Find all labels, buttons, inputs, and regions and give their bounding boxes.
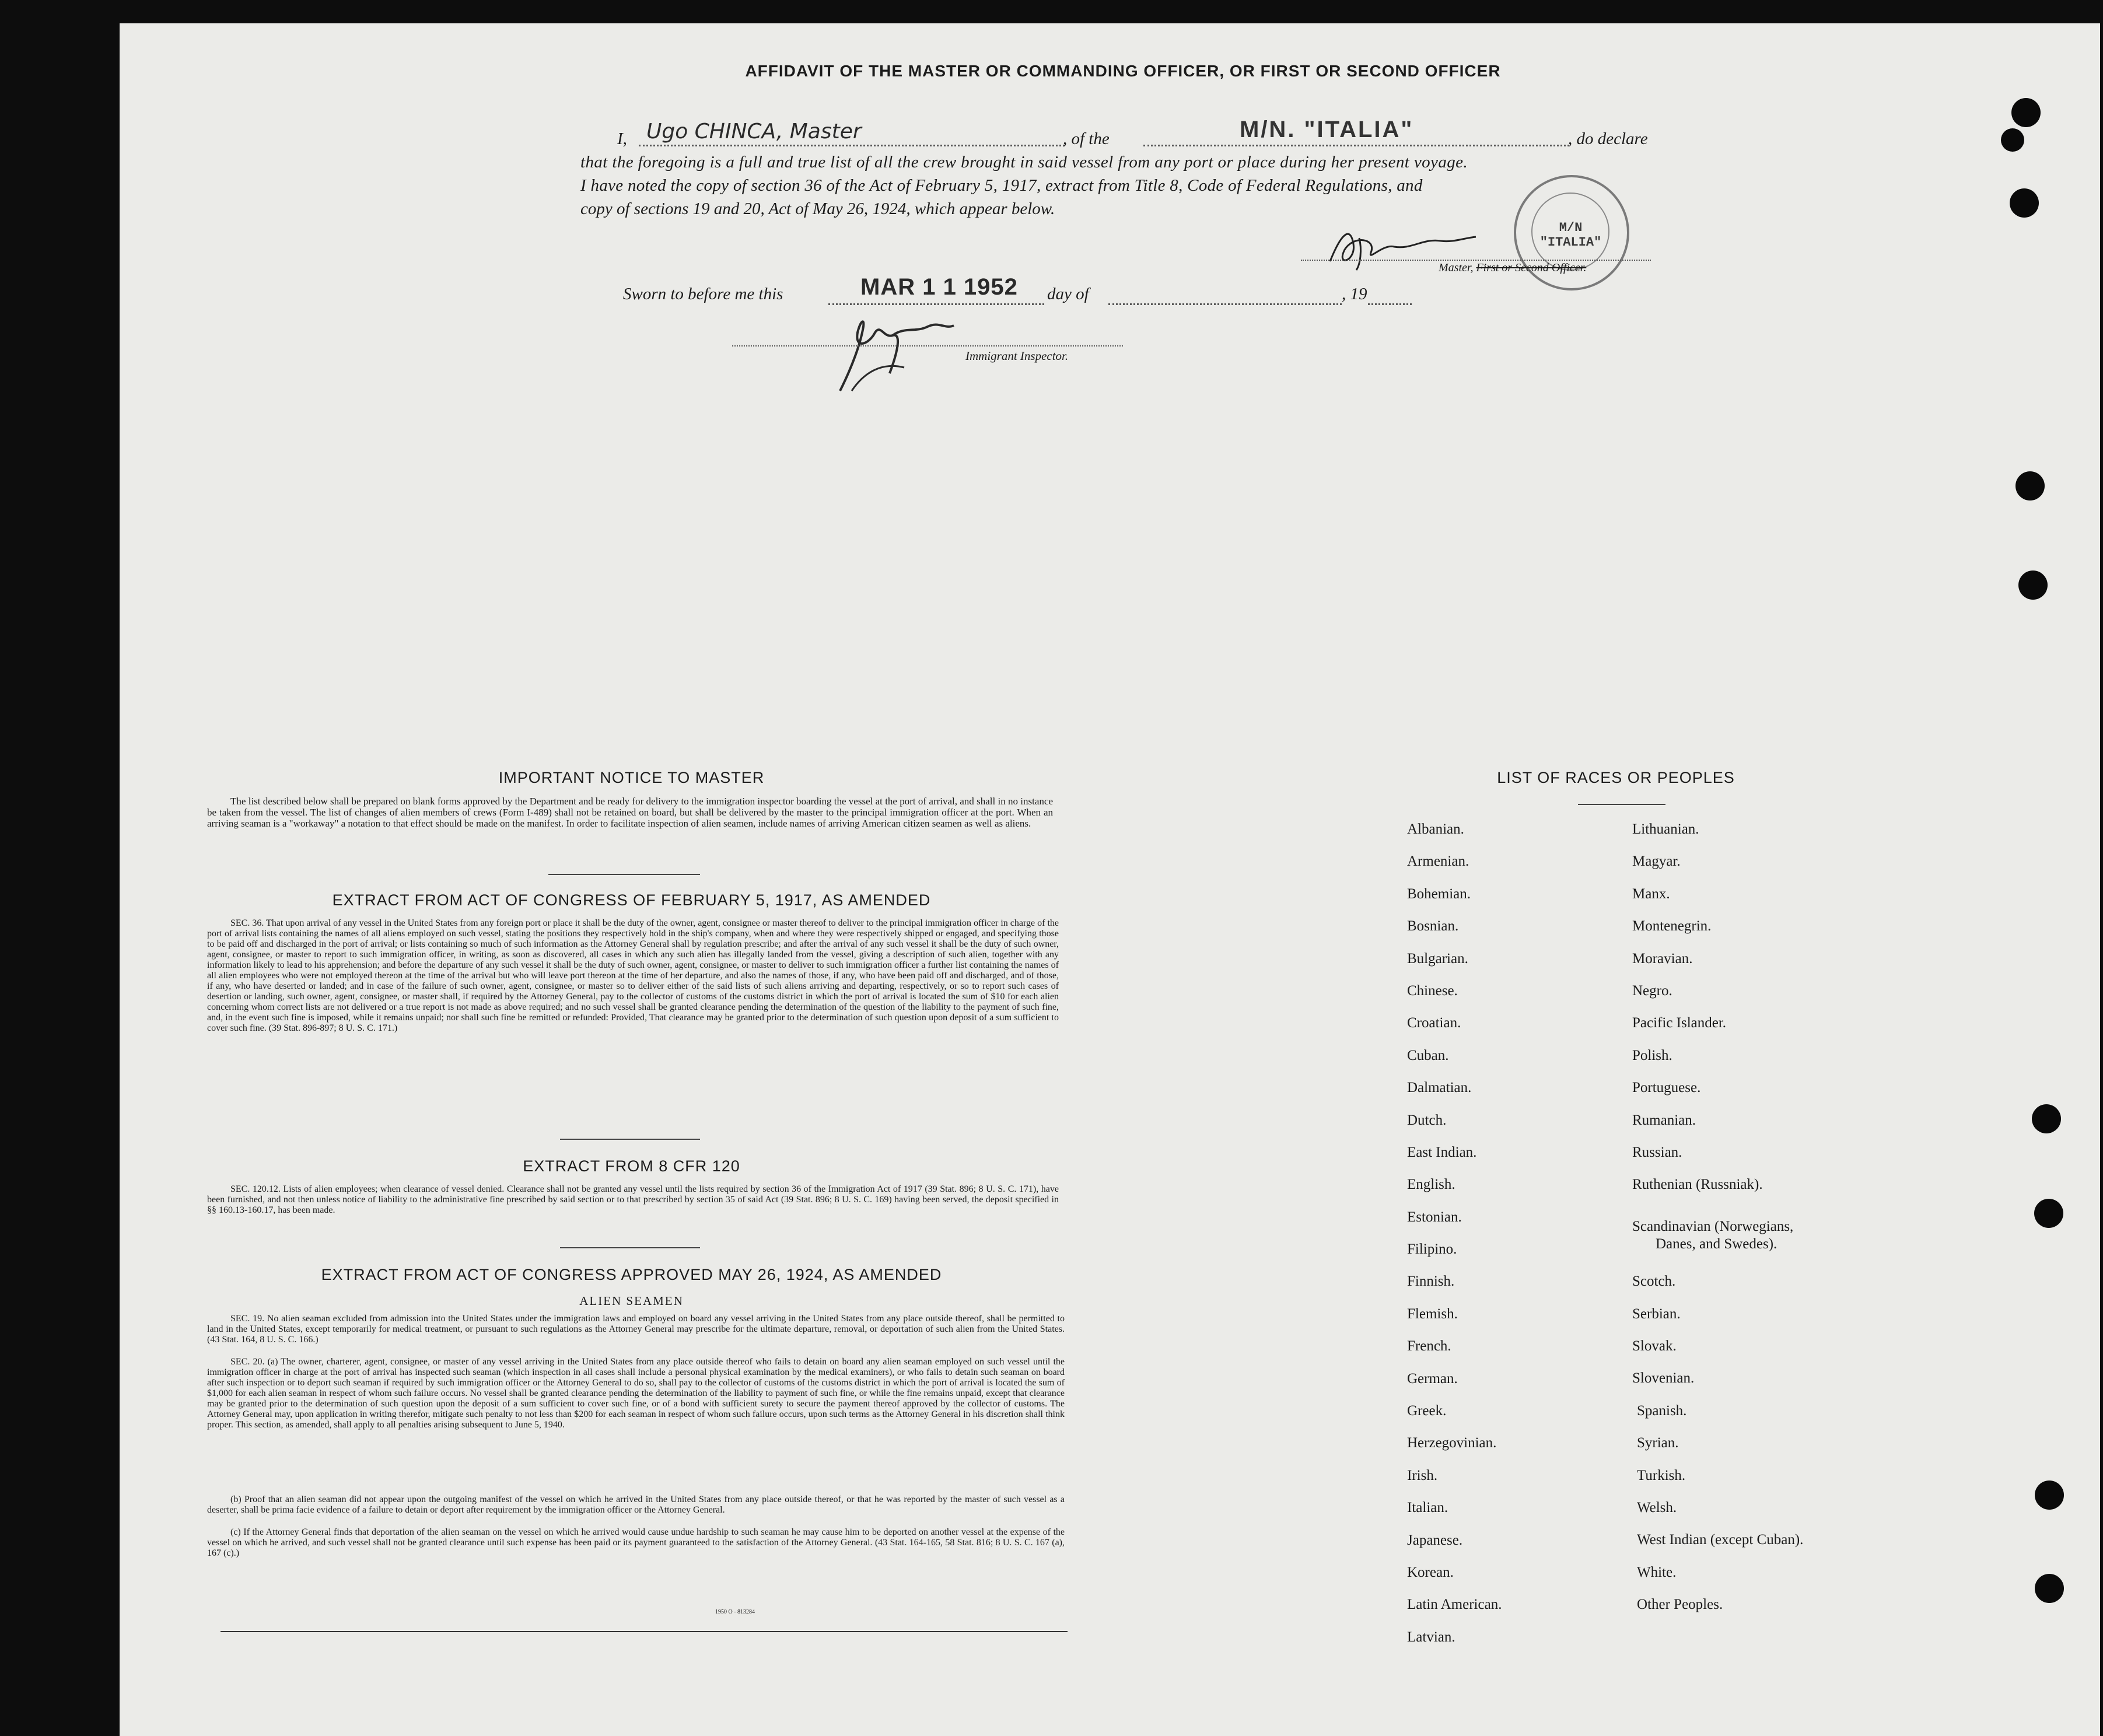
punch-hole	[2035, 1480, 2064, 1510]
punch-hole	[2011, 98, 2041, 127]
punch-hole	[2034, 1199, 2063, 1228]
extract-1917-body: SEC. 36. That upon arrival of any vessel in the United States from any foreign port or place it shall be the duty of the owner, agent, consignee or master thereof to deliver to the principal immigration officer in charge of the port of arrival lists containing the names of all aliens employed on such vessel, stating the positions they respectively hold in the ship's company, when and where they were respectively shipped or engaged, and specifying those to be paid off and discharged in the port of arrival; or lists containing so much of such information as the Attorney General shall by regulation prescribe; and after the arrival of any such vessel it shall be the duty of such owner, agent, consignee, or master to report to such immigration officer, in writing, as soon as discovered, all cases in which any such alien has illegally landed from the vessel, giving a description of such alien, together with any information likely to lead to his apprehension; and before the departure of any such vessel it shall be the duty of such owner, agent, consignee, or master to deliver to such immigration officer a further list containing the names of all alien employees who were not employed thereon at the time of the arrival but who will leave port thereon at the time of her departure, and also the names of those, if any, who have been paid off and discharged, and of those, if any, who have deserted or landed; and in case of the failure of such owner, agent, consignee, or master so to deliver either of the said lists of such aliens arriving and departing, respectively, or so to report such cases of desertion or landing, such owner, agent, consignee, or master shall, if required by the Attorney General, pay to the collector of customs of the customs district in which the port of arrival is located the sum of $10 for each alien concerning whom correct lists are not delivered or a true report is not made as above required; and no such vessel shall be granted clearance pending the determination of the question of the liability to the payment of such fine, and, in the event such fine is imposed, while it remains unpaid; nor shall such fine be remitted or refunded: Provided, That clearance may be granted prior to the determination of such question upon deposit of a sum sufficient to cover such fine. (39 Stat. 896-897; 8 U. S. C. 171.)	[207, 918, 1059, 1033]
race-item: Latin American.	[1407, 1597, 1502, 1613]
inspector-caption: Immigrant Inspector.	[965, 349, 1069, 363]
race-item: Dutch.	[1407, 1112, 1447, 1128]
race-item: Serbian.	[1632, 1306, 1681, 1322]
race-item: Portuguese.	[1632, 1080, 1701, 1096]
race-item: Manx.	[1632, 886, 1670, 902]
race-item: Montenegrin.	[1632, 918, 1712, 935]
extract-1924-subtitle: ALIEN SEAMEN	[579, 1294, 684, 1308]
race-item: East Indian.	[1407, 1144, 1477, 1160]
races-divider	[1578, 804, 1665, 805]
race-item: German.	[1407, 1370, 1458, 1387]
affidavit-i-label: I,	[617, 130, 627, 148]
race-item: Syrian.	[1637, 1435, 1679, 1451]
race-item: Latvian.	[1407, 1629, 1455, 1645]
master-caption-label: Master,	[1439, 261, 1474, 274]
master-caption	[1439, 261, 1586, 275]
race-item: Pacific Islander.	[1632, 1015, 1727, 1031]
punch-hole	[2032, 1104, 2061, 1133]
race-item: Herzegovinian.	[1407, 1435, 1497, 1451]
master-signature-line	[1301, 260, 1651, 261]
extract-8cfr-title: EXTRACT FROM 8 CFR 120	[523, 1157, 740, 1175]
extract-8cfr-divider	[560, 1247, 700, 1248]
notice-divider	[548, 874, 700, 875]
affidavit-title: AFFIDAVIT OF THE MASTER OR COMMANDING OFFICER, OR FIRST OR SECOND OFFICER	[745, 62, 1501, 80]
race-item: Bosnian.	[1407, 918, 1459, 935]
race-item: Greek.	[1407, 1403, 1447, 1419]
day-of-label: day of	[1047, 285, 1089, 303]
race-item: Welsh.	[1637, 1500, 1677, 1516]
race-item: Slovak.	[1632, 1338, 1677, 1354]
extract-8cfr-body: SEC. 120.12. Lists of alien employees; when clearance of vessel denied. Clearance shall not be granted any vessel until the lists required by section 36 of the Immigration Act of 1917 (39 Stat. 896; 8 U. S. C. 171), have been furnished, and not then unless notice of liability to the administrative fine prescribed by said section or to that prescribed by section 35 of said Act (39 Stat. 896; 8 U. S. C. 169) having been served, the deposit specified in §§ 160.13-160.17, has been made.	[207, 1184, 1059, 1215]
print-code: 1950 O - 813284	[715, 1609, 755, 1615]
affidavit-line-4: copy of sections 19 and 20, Act of May 26, 1924, which appear below.	[580, 200, 1055, 218]
race-item: Lithuanian.	[1632, 821, 1699, 837]
bottom-rule	[221, 1631, 1068, 1632]
extract-1917-title: EXTRACT FROM ACT OF CONGRESS OF FEBRUARY 5, 1917, AS AMENDED	[332, 891, 931, 909]
race-item: West Indian (except Cuban).	[1637, 1532, 1804, 1548]
master-name-line	[639, 145, 1065, 146]
notice-title: IMPORTANT NOTICE TO MASTER	[498, 769, 765, 786]
races-left-column	[1407, 821, 1623, 1661]
race-item: Bohemian.	[1407, 886, 1471, 902]
race-item: Armenian.	[1407, 853, 1469, 870]
race-item: Cuban.	[1407, 1047, 1449, 1063]
day-of-line	[1108, 303, 1342, 305]
race-item: Rumanian.	[1632, 1112, 1696, 1128]
punch-hole	[2015, 471, 2045, 501]
race-item: Negro.	[1632, 982, 1672, 999]
race-item: Korean.	[1407, 1564, 1454, 1580]
extract-1924-sec20a: SEC. 20. (a) The owner, charterer, agent, consignee, or master of any vessel arriving in the United States from any place outside thereof who fails to detain on board any alien seaman employed on such vessel until the immigration officer in charge at the port of arrival has inspected such seaman (which inspection in all cases shall include a personal physical examination by the medical examiners), or who fails to detain such seaman on board after such inspection or to deport such seaman if required by such immigration officer or the Attorney General to do so, shall pay to the collector of customs of the customs district in which the port of arrival is located the sum of $1,000 for each alien seaman in respect of whom such failure occurs. No vessel shall be granted clearance pending the determination of the liability to payment of such fine, or while the fine remains unpaid, except that clearance may be granted prior to the determination of such question upon the deposit of a sum sufficient to cover such fine, or of a bond with sufficient surety to secure the payment thereof approved by the collector of customs. The Attorney General may, upon application in writing therefor, mitigate such penalty to not less than $200 for each seaman in respect of whom such failure occurs, upon such terms as the Attorney General in his discretion shall think proper. This section, as amended, shall apply to all penalties arising subsequent to June 5, 1940.	[207, 1357, 1065, 1430]
race-item: Magyar.	[1632, 853, 1681, 870]
race-item: Slovenian.	[1632, 1370, 1695, 1387]
race-item: Albanian.	[1407, 821, 1464, 837]
year-prefix: , 19	[1342, 285, 1367, 303]
extract-1924-sec19: SEC. 19. No alien seaman excluded from admission into the United States under the immigration laws and employed on board any vessel arriving in the United States from any place outside thereof, shall be permitted to land in the United States, except temporarily for medical treatment, or pursuant to such regulations as the Attorney General may prescribe for the ultimate departure, removal, or deportation of such alien from the United States. (43 Stat. 164, 8 U. S. C. 166.)	[207, 1314, 1065, 1345]
extract-1917-divider	[560, 1139, 700, 1140]
race-item: Polish.	[1632, 1047, 1672, 1063]
extract-1924-sec20c: (c) If the Attorney General finds that deportation of the alien seaman on the vessel on which he arrived would cause undue hardship to such seaman he may cause him to be deported on another vessel at the expense of the vessel on which he arrived, and such vessel shall not be granted clearance until such expense has been paid or its payment guaranteed to the satisfaction of the Attorney General. (43 Stat. 164-165, 58 Stat. 816; 8 U. S. C. 167 (a), 167 (c).)	[207, 1527, 1065, 1558]
race-item: Flemish.	[1407, 1306, 1458, 1322]
master-name-handwritten: Ugo CHINCA, Master	[646, 120, 862, 144]
punch-hole	[2035, 1574, 2064, 1603]
punch-hole	[2001, 128, 2024, 152]
race-item: Moravian.	[1632, 950, 1693, 967]
vessel-name-stamp: M/N. "ITALIA"	[1240, 117, 1414, 142]
race-item: Turkish.	[1637, 1467, 1686, 1483]
sworn-label: Sworn to before me this	[623, 285, 783, 303]
vessel-name-line	[1143, 145, 1569, 146]
year-line	[1368, 303, 1412, 305]
inspector-signature-line	[732, 345, 1123, 346]
race-item: Russian.	[1632, 1144, 1682, 1160]
master-caption-struck: First or Second Officer.	[1476, 261, 1587, 274]
race-item: Japanese.	[1407, 1532, 1463, 1548]
sworn-date-stamp: MAR 1 1 1952	[860, 274, 1018, 300]
race-item: Finnish.	[1407, 1273, 1455, 1290]
affidavit-line-2: that the foregoing is a full and true list of all the crew brought in said vessel from any port or place during her present voyage.	[580, 153, 1468, 172]
race-item: Danes, and Swedes).	[1656, 1236, 1777, 1252]
punch-hole	[2010, 188, 2039, 218]
race-item: Bulgarian.	[1407, 950, 1468, 967]
race-item: Irish.	[1407, 1467, 1438, 1483]
race-item: French.	[1407, 1338, 1451, 1354]
ship-stamp-text: M/N "ITALIA"	[1539, 220, 1602, 250]
race-item: Italian.	[1407, 1500, 1448, 1516]
race-item: Other Peoples.	[1637, 1597, 1723, 1613]
affidavit-of-the: , of the	[1063, 130, 1110, 148]
race-item: Scandinavian (Norwegians,	[1632, 1219, 1794, 1235]
race-item: Filipino.	[1407, 1241, 1457, 1258]
affidavit-do-declare: , do declare	[1568, 130, 1648, 148]
race-item: Scotch.	[1632, 1273, 1676, 1290]
race-item: Spanish.	[1637, 1402, 1687, 1419]
extract-1924-sec20b: (b) Proof that an alien seaman did not appear upon the outgoing manifest of the vessel on which he arrived in the United States from any place outside thereof, or that he was reported by the master of such vessel as a deserter, shall be prima facie evidence of a failure to detain or deport after requirement by the immigration officer or the Attorney General.	[207, 1494, 1065, 1515]
race-item: Estonian.	[1407, 1209, 1462, 1225]
extract-1924-title: EXTRACT FROM ACT OF CONGRESS APPROVED MAY 26, 1924, AS AMENDED	[321, 1266, 942, 1283]
race-item: Ruthenian (Russniak).	[1632, 1177, 1763, 1193]
races-right-column	[1632, 821, 1883, 1629]
race-item: White.	[1637, 1564, 1677, 1580]
notice-body: The list described below shall be prepared on blank forms approved by the Department and be ready for delivery to the immigration inspector boarding the vessel at the port of arrival, and shall in no instance be taken from the vessel. The list of changes of alien members of crews (Form I-489) shall not be retained on board, but shall be delivered by the master to the principal immigration officer at the port. When an arriving seaman is a "workaway" a notation to that effect should be made on the manifest. In order to facilitate inspection of alien seamen, include names of arriving American citizen seamen as well as aliens.	[207, 796, 1053, 829]
race-item: Chinese.	[1407, 982, 1458, 999]
inspector-signature	[828, 303, 980, 397]
punch-hole	[2018, 570, 2048, 600]
race-item: Croatian.	[1407, 1015, 1461, 1031]
affidavit-line-3: I have noted the copy of section 36 of the Act of February 5, 1917, extract from Title 8, Code of Federal Regulations, and	[580, 176, 1423, 195]
race-item: English.	[1407, 1177, 1455, 1193]
races-title: LIST OF RACES OR PEOPLES	[1497, 769, 1735, 786]
race-item: Dalmatian.	[1407, 1080, 1472, 1096]
